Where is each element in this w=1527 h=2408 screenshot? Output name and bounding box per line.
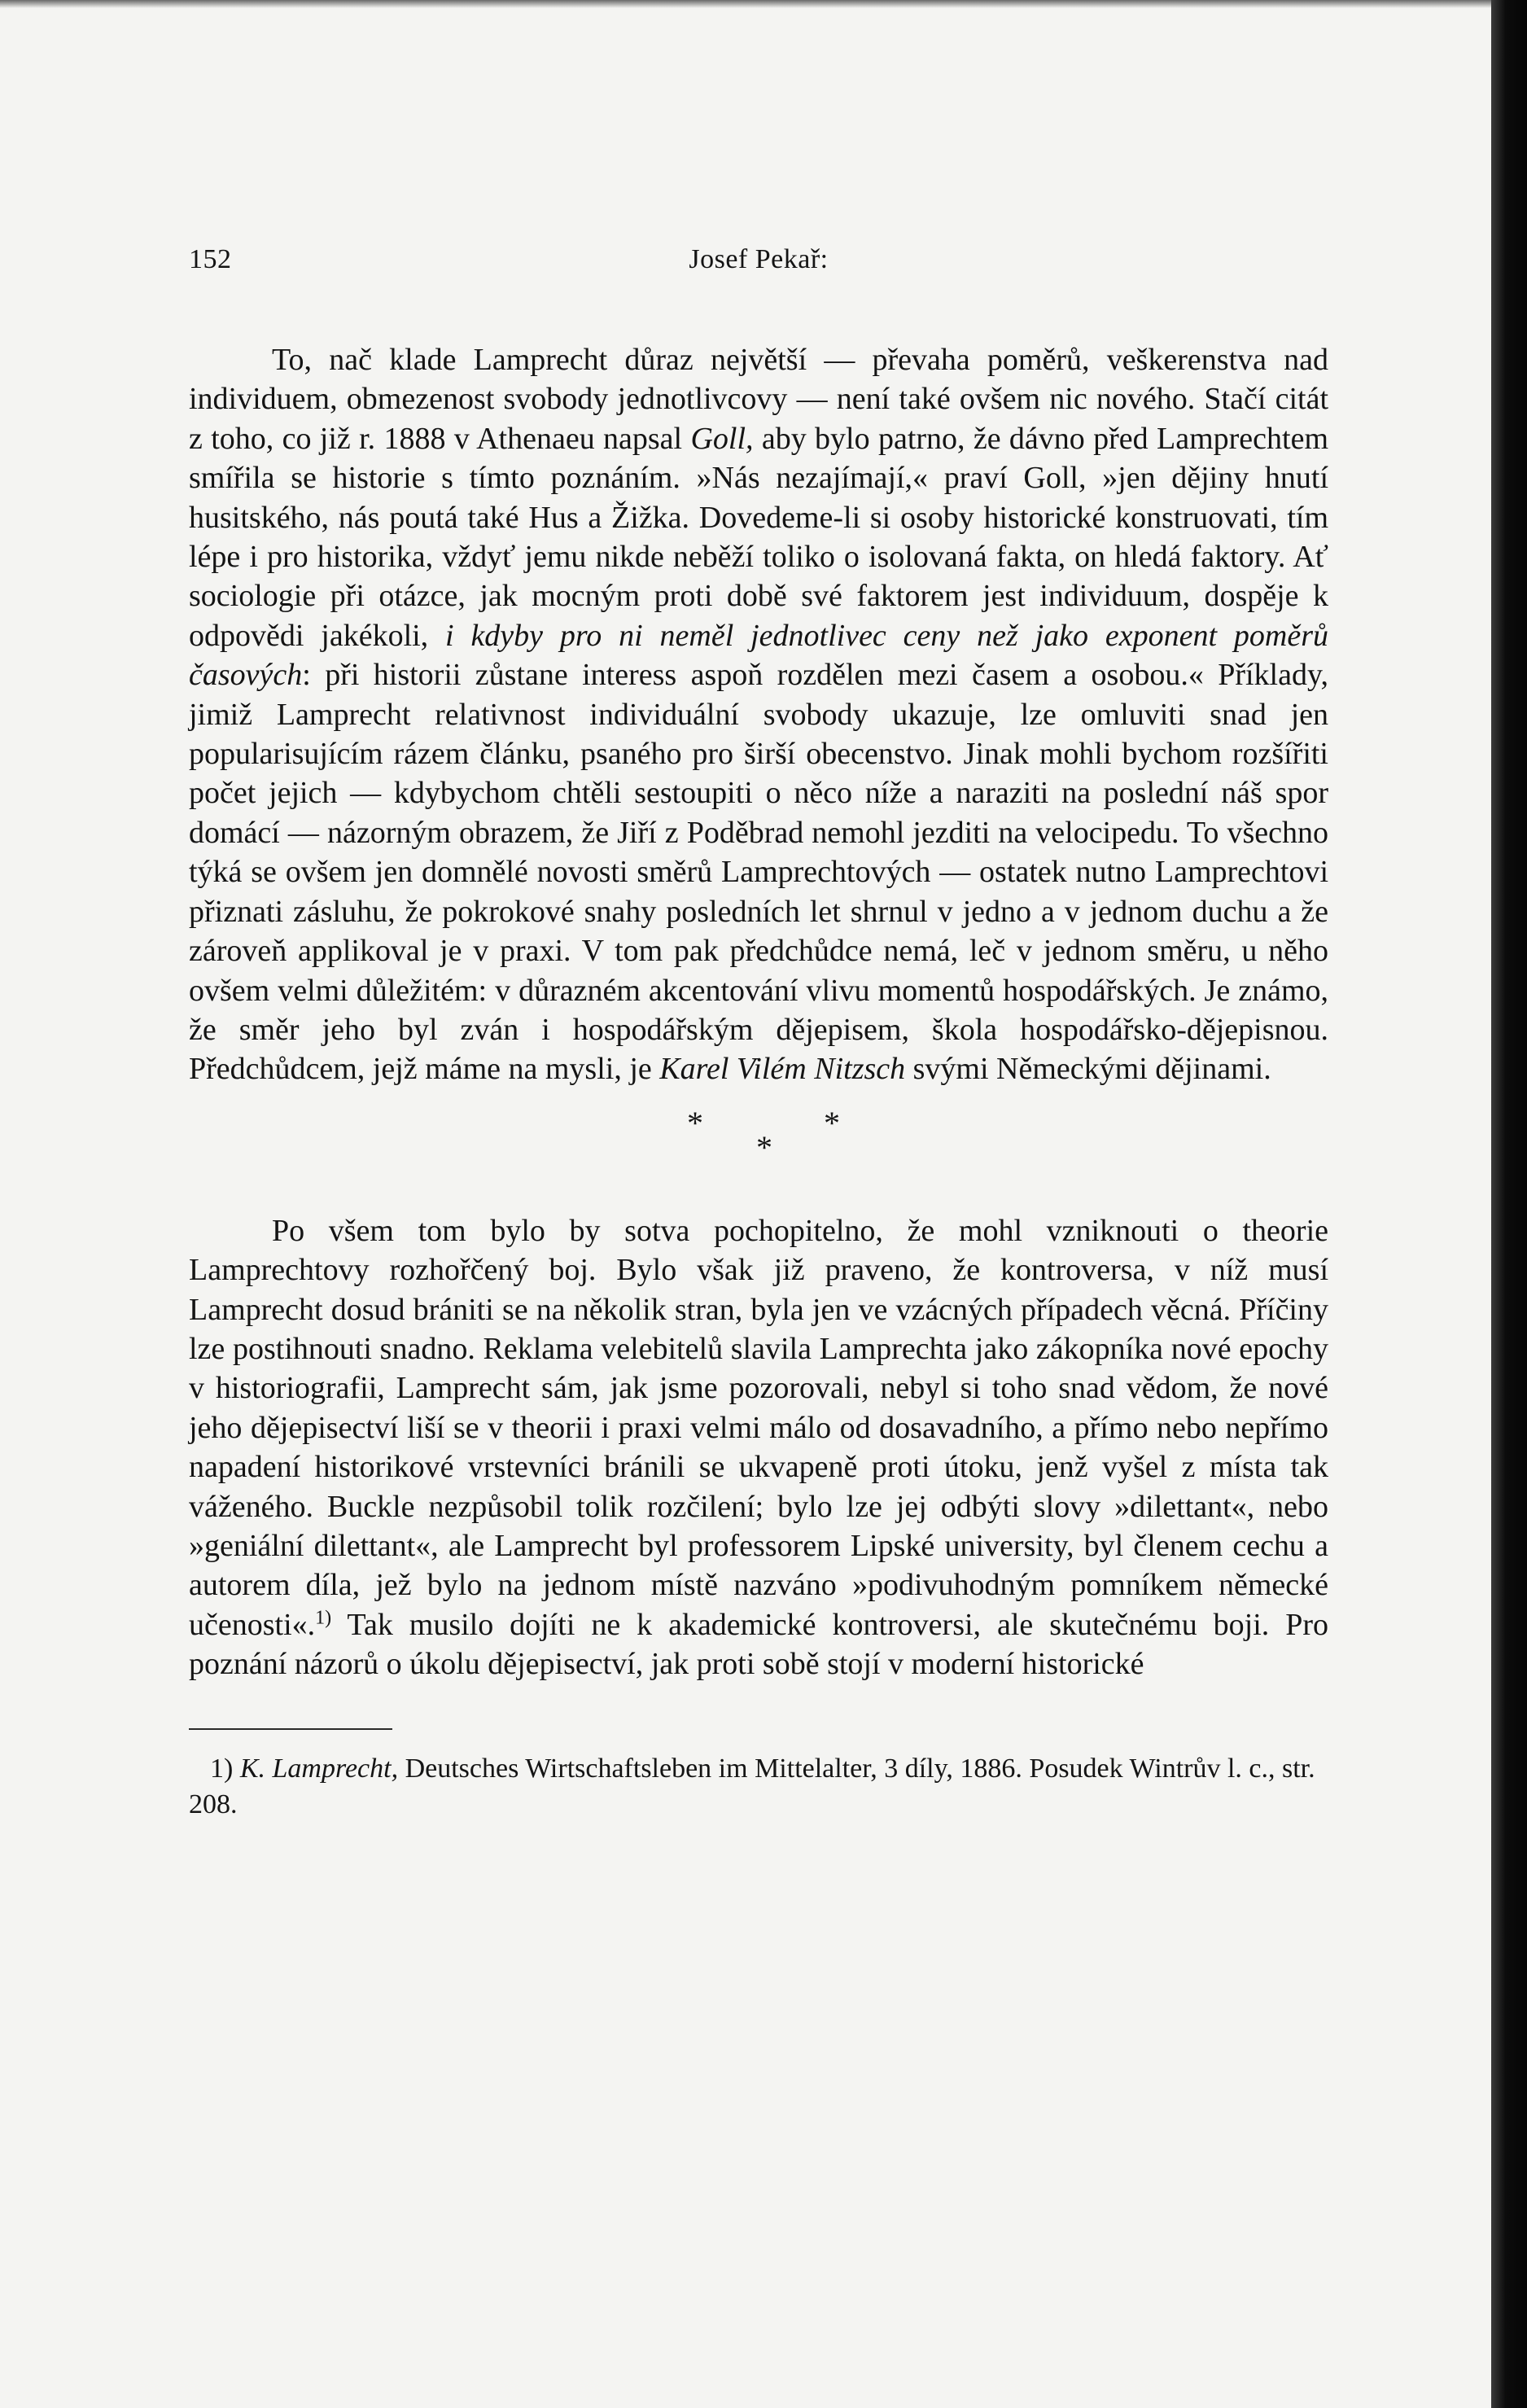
scan-right-border — [1491, 0, 1527, 2408]
goll-italic: Goll, — [690, 421, 754, 456]
paragraph-2 — [189, 1211, 1328, 1684]
footnote-marker: 1) — [210, 1753, 234, 1784]
goll-quote-italic: i kdyby pro ni neměl jednotlivec ceny než jako exponent poměrů časových — [189, 618, 1328, 693]
footnote-reference: 1) — [315, 1607, 332, 1629]
paragraph-2-text-b: Tak musilo dojíti ne k akademické kontroversi, ale skutečnému boji. Pro poznání názorů o úkolu dějepisectví, jak proti sobě stojí v moderní historické — [189, 1607, 1328, 1682]
paragraph-2-text-a: Po všem tom bylo by sotva pochopitelno, že mohl vzniknouti o theorie Lamprechtovy rozhořčený boj. Bylo však již praveno, že kontroversa, v níž musí Lamprecht dosud brániti se na několik stran, byla jen ve vzácných případech věcná. Příčiny lze postihnouti snadno. Reklama velebitelů slavila Lamprechta jako zákopníka nové epochy v historiografii, Lamprecht sám, jak jsme pozorovali, nebyl si toho snad vědom, že nové jeho dějepisectví liší se v theorii i praxi velmi málo od dosavadního, a přímo nebo nepřímo napadení historikové vrstevníci bránili se ukvapeně proti útoku, jenž vyšel z místa tak váženého. Buckle nezpůsobil tolik rozčilení; bylo lze jej odbýti slovy »dilettant«, nebo »geniální dilettant«, ale Lamprecht byl professorem Lipské university, byl členem cechu a autorem díla, jež bylo na jednom místě nazváno »podivuhodným pomníkem německé učenosti«. — [189, 1213, 1328, 1642]
separator-star-left: * — [687, 1104, 703, 1141]
separator-star-bottom: * — [756, 1128, 772, 1166]
paragraph-1-text-c: : při historii zůstane interess aspoň rozdělen mezi časem a osobou.« Příklady, jimiž Lamprecht relativnost individuální svobody ukazuje, lze omluviti snad jen popularisujícím rázem článku, psaného pro širší obecenstvo. Jinak mohli bychom rozšířiti počet jejich — kdybychom chtěli sestoupiti o něco níže a naraziti na poslední náš spor domácí — názorným obrazem, že Jiří z Poděbrad nemohl jezditi na velocipedu. To všechno týká se ovšem jen domnělé novosti směrů Lamprechtových — ostatek nutno Lamprechtovi přiznati zásluhu, že pokrokové snahy posledních let shrnul v jedno a v jednom duchu a že zároveň applikoval je v praxi. V tom pak předchůdce nemá, leč v jednom směru, u něho ovšem velmi důležitém: v důrazném akcentování vlivu momentů hospodářských. Je známo, že směr jeho byl zván i hospodářským dějepisem, škola hospodářsko-dějepisnou. Předchůdcem, jejž máme na mysli, je — [189, 658, 1328, 1087]
running-title: Josef Pekař: — [689, 244, 829, 274]
nitzsch-italic: Karel Vilém Nitzsch — [659, 1052, 906, 1087]
page-header — [189, 236, 1328, 285]
paragraph-1-text-a: To, nač klade Lamprecht důraz největší — převaha poměrů, veškerenstva nad individuem, obmezenost svobody jednotlivcovy — není také ovšem nic nového. Stačí citát z toho, co již r. 1888 v Athenaeu napsal — [189, 343, 1328, 456]
footnote-text: Deutsches Wirtschaftsleben im Mittelalter, 3 díly, 1886. Posudek Wintrův l. c., str. 208. — [189, 1753, 1315, 1819]
footnote — [189, 1751, 1328, 1823]
paragraph-1-text-d: svými Německými dějinami. — [905, 1052, 1271, 1087]
section-separator — [189, 1089, 1328, 1211]
separator-star-right: * — [824, 1104, 840, 1141]
scan-top-shadow — [0, 0, 1527, 8]
paragraph-1-text-b: aby bylo patrno, že dávno před Lamprechtem smířila se historie s tímto poznáním. »Nás nezajímají,« praví Goll, »jen dějiny hnutí husitského, nás poutá také Hus a Žižka. Dovedeme-li si osoby historické konstruovati, tím lépe i pro historika, vždyť jemu nikde neběží toliko o isolovaná fakta, on hledá faktory. Ať sociologie při otázce, jak mocným proti době své faktorem jest individuum, dospěje k odpovědi jakékoli, — [189, 421, 1328, 653]
page-number: 152 — [189, 244, 232, 274]
page-content — [189, 236, 1328, 1823]
footnote-author-italic: K. Lamprecht, — [239, 1753, 399, 1784]
footnote-divider — [189, 1728, 392, 1730]
paragraph-1 — [189, 340, 1328, 1089]
